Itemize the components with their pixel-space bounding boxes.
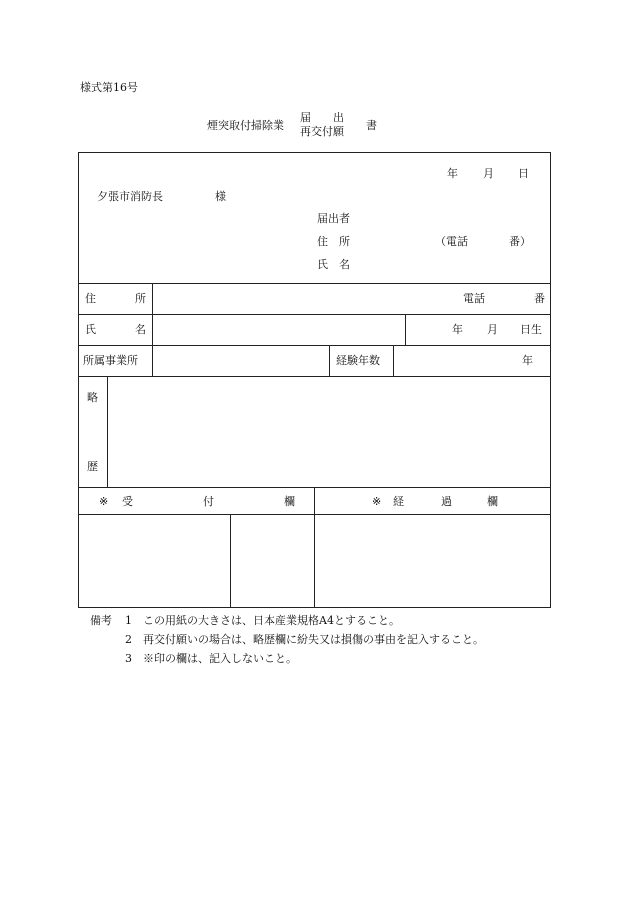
- note-text: この用紙の大きさは、日本産業規格A4とすること。: [143, 614, 400, 627]
- progress-label-2: 過: [441, 495, 452, 508]
- birth-month-label: 月: [487, 323, 498, 336]
- divider: [79, 376, 550, 377]
- date-month-label: 月: [483, 167, 494, 180]
- note-text: ※印の欄は、記入しないこと。: [143, 652, 297, 665]
- birth-year-label: 年: [452, 323, 463, 336]
- column-divider: [152, 283, 153, 376]
- experience-label: 経験年数: [336, 354, 380, 367]
- applicant-phone-suffix: 番）: [509, 235, 531, 248]
- note-number: 3: [125, 652, 132, 665]
- title-suffix: 書: [366, 119, 377, 132]
- column-divider: [393, 345, 394, 376]
- notes-heading: 備考: [90, 614, 112, 627]
- address-label-first: 住: [85, 292, 96, 305]
- reception-label-3: 欄: [284, 495, 295, 508]
- birth-day-label: 日生: [520, 323, 542, 336]
- history-label-bottom: 歴: [87, 460, 98, 473]
- note-number: 1: [125, 614, 132, 627]
- divider: [79, 283, 550, 284]
- divider: [79, 314, 550, 315]
- application-form: [78, 152, 551, 608]
- progress-label-3: 欄: [487, 495, 498, 508]
- reception-label-2: 付: [203, 495, 214, 508]
- note-text: 再交付願いの場合は、略歴欄に紛失又は損傷の事由を記入すること。: [143, 633, 484, 646]
- name-label-second: 名: [135, 323, 146, 336]
- name-label-first: 氏: [85, 323, 96, 336]
- applicant-phone-label: （電話: [435, 235, 468, 248]
- date-year-label: 年: [447, 167, 458, 180]
- applicant-address-label: 住 所: [317, 235, 350, 248]
- address-label-second: 所: [135, 292, 146, 305]
- column-divider: [405, 314, 406, 345]
- divider: [79, 345, 550, 346]
- honorific: 様: [215, 190, 226, 203]
- reception-label-1: 受: [122, 495, 133, 508]
- date-day-label: 日: [518, 167, 529, 180]
- experience-unit: 年: [522, 354, 533, 367]
- column-divider: [230, 514, 231, 607]
- applicant-name-label: 氏 名: [317, 258, 350, 271]
- title-option-reissue: 再交付願: [300, 125, 344, 138]
- phone-suffix: 番: [534, 292, 545, 305]
- history-label-top: 略: [87, 391, 98, 404]
- applicant-label: 届出者: [317, 212, 350, 225]
- progress-mark: ※: [372, 495, 382, 508]
- reception-mark: ※: [99, 495, 109, 508]
- phone-label: 電話: [463, 292, 485, 305]
- note-number: 2: [125, 633, 132, 646]
- addressee: 夕張市消防長: [97, 190, 163, 203]
- column-divider: [314, 487, 315, 607]
- progress-label-1: 経: [393, 495, 404, 508]
- title-option-notification: 届 出: [300, 111, 344, 124]
- form-number: 様式第16号: [80, 81, 138, 94]
- title-main: 煙突取付掃除業: [207, 119, 284, 132]
- column-divider: [329, 345, 330, 376]
- office-label: 所属事業所: [83, 354, 138, 367]
- column-divider: [107, 376, 108, 487]
